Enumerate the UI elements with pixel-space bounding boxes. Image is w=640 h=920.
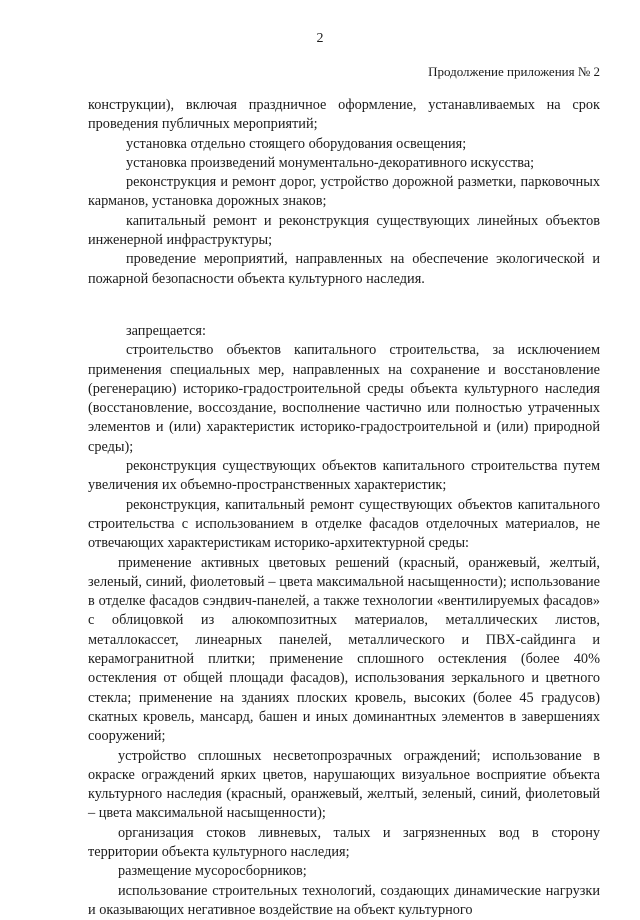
paragraph: реконструкция и ремонт дорог, устройство дорожной разметки, парковочных карманов, установка дорожных знаков; bbox=[88, 174, 600, 210]
paragraph: конструкции), включая праздничное оформление, устанавливаемых на срок проведения публичных мероприятий; bbox=[88, 97, 600, 133]
paragraph: использование строительных технологий, создающих динамические нагрузки и оказывающих негативное воздействие на объект культурного bbox=[88, 882, 600, 918]
paragraph: организация стоков ливневых, талых и загрязненных вод в сторону территории объекта культурного наследия; bbox=[88, 824, 600, 860]
paragraph: устройство сплошных несветопрозрачных ограждений; использование в окраске ограждений ярких цветов, нарушающих визуальное восприятие объекта культурного наследия (красный, оранжевый, желтый, зеленый, синий, фиолетовый – цвета максимальной насыщенности); bbox=[88, 747, 600, 822]
paragraph: запрещается: bbox=[126, 322, 206, 339]
paragraph: проведение мероприятий, направленных на обеспечение экологической и пожарной безопасности объекта культурного наследия. bbox=[88, 251, 600, 287]
paragraph: реконструкция существующих объектов капитального строительства путем увеличения их объемно-пространственных характеристик; bbox=[88, 458, 600, 494]
paragraph: реконструкция, капитальный ремонт существующих объектов капитального строительства с использованием в отделке фасадов отделочных материалов, не отвечающих характеристикам историко-архитектурной среды: bbox=[88, 496, 600, 552]
page-number: 2 bbox=[316, 31, 324, 46]
continuation-header: Продолжение приложения № 2 bbox=[428, 64, 600, 79]
paragraph: капитальный ремонт и реконструкция существующих линейных объектов инженерной инфраструктуры; bbox=[88, 212, 600, 249]
paragraph: применение активных цветовых решений (красный, оранжевый, желтый, зеленый, синий, фиолетовый – цвета максимальной насыщенности); использование в отделке фасадов сэндвич-панелей, а также технологии «вентилируемых фасадов» с облицовкой из алюкомпозитных материалов, металлических листов, металлокассет, линеарных панелей, металлического и ПВХ-сайдинга и керамогранитной плитки; применение сплошного остекления (более 40% остекления от общей площади фасадов), использования зеркального и цветного стекла; применение на зданиях плоских кровель, высоких (более 45 градусов) скатных кровель, мансард, башен и иных доминантных элементов в завершениях сооружений; bbox=[88, 554, 600, 745]
paragraph: размещение мусоросборников; bbox=[118, 863, 307, 880]
body-text bbox=[88, 96, 600, 920]
paragraph: установка отдельно стоящего оборудования освещения; bbox=[126, 135, 467, 152]
paragraph: установка произведений монументально-декоративного искусства; bbox=[126, 154, 535, 171]
paragraph: строительство объектов капитального строительства, за исключением применения специальных мер, направленных на сохранение и восстановление (регенерацию) историко-градостроительной среды объекта культурного наследия (восстановление, воссоздание, восполнение частично или полностью утраченных элементов и (или) характеристик историко-градостроительной и (или) природной среды); bbox=[88, 342, 600, 455]
